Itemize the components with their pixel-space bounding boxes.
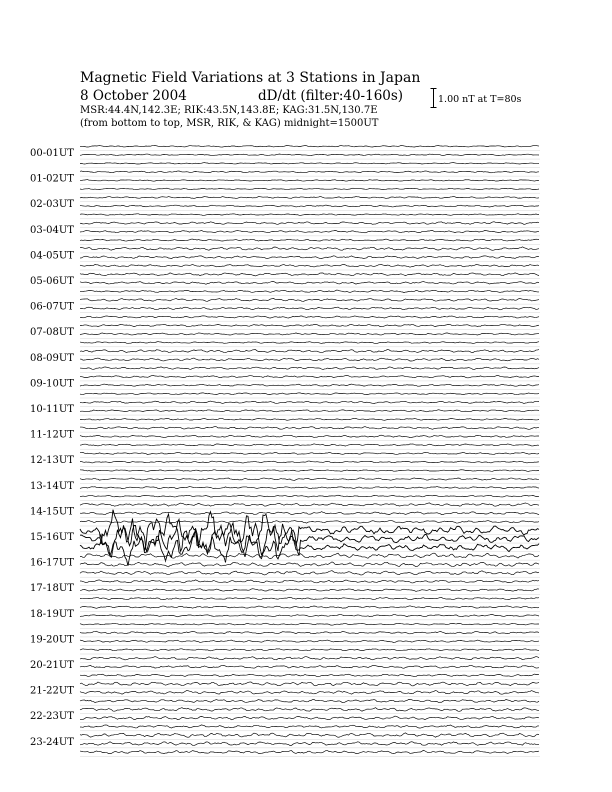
scale-label: 1.00 nT at T=80s [438,94,522,105]
trace-line [80,691,539,695]
trace-line [80,478,539,481]
trace-line [80,401,539,403]
trace-line [80,487,539,489]
date-label: 8 October 2004 [80,88,187,104]
trace-line [80,222,539,225]
trace-line [80,571,539,575]
measure-label: dD/dt (filter:40-160s) [258,88,404,104]
trace-line [80,349,539,352]
trace-line [80,682,539,686]
trace-line [80,510,539,552]
trace-line [80,435,539,438]
trace-line [80,631,539,634]
trace-line [80,333,539,335]
row-label: 02-03UT [30,199,74,211]
row-label: 12-13UT [30,455,74,467]
row-label: 23-24UT [30,736,74,748]
row-label: 07-08UT [30,327,74,339]
chart-title: Magnetic Field Variations at 3 Stations in Japan [80,70,421,86]
trace-line [80,716,539,720]
trace-line [80,265,539,268]
trace-line [80,427,539,430]
trace-line [80,247,539,250]
trace-line [80,375,539,377]
trace-line [80,282,539,285]
row-label: 14-15UT [30,506,74,518]
trace-line [80,316,539,318]
row-label: 01-02UT [30,173,74,185]
trace-line [80,503,539,506]
trace-line [80,163,539,164]
trace-line [80,384,539,386]
row-label: 15-16UT [30,532,74,543]
trace-line [80,358,539,361]
trace-line [80,708,539,712]
trace-line [80,410,539,412]
trace-line [80,324,539,326]
trace-line [80,597,539,599]
trace-order-info: (from bottom to top, MSR, RIK, & KAG) midnight=1500UT [80,118,379,129]
trace-line [80,418,539,420]
row-label: 22-23UT [30,711,74,723]
trace-line [80,461,539,463]
trace-line [80,470,539,472]
trace-line [80,342,539,344]
trace-line [80,367,539,370]
row-label: 04-05UT [30,250,74,262]
trace-line [80,180,539,182]
trace-line [80,512,539,515]
row-label: 08-09UT [30,352,74,364]
row-label: 06-07UT [30,301,74,313]
trace-line [80,307,539,310]
trace-line [80,256,539,259]
trace-line [80,725,539,728]
row-label: 05-06UT [30,276,74,287]
trace-line [80,205,539,207]
trace-line [80,273,539,276]
trace-line [80,298,539,301]
trace-line [80,614,539,616]
trace-line [80,290,539,293]
trace-line [80,657,539,660]
trace-line [80,733,539,737]
trace-line [80,580,539,583]
trace-line [80,589,539,592]
trace-line [80,606,539,609]
row-label: 03-04UT [30,224,74,236]
trace-line [80,452,539,454]
trace-line [80,188,539,190]
trace-line [80,649,539,651]
trace-line [80,742,539,746]
trace-line [80,230,539,232]
trace-line [80,520,539,523]
trace-line [80,674,539,677]
trace-line [80,623,539,625]
stations-info: MSR:44.4N,142.3E; RIK:43.5N,143.8E; KAG:31.5N,130.7E [80,105,378,116]
trace-line [80,145,539,147]
row-label: 18-19UT [30,608,74,620]
row-label: 20-21UT [30,660,74,671]
row-label: 19-20UT [30,634,74,646]
trace-line [80,699,539,702]
trace-line [80,444,539,446]
trace-line [80,562,539,567]
row-label: 10-11UT [30,404,74,415]
trace-line [80,196,539,198]
row-label: 21-22UT [30,685,74,697]
row-label: 09-10UT [30,378,74,390]
row-label: 16-17UT [30,557,74,569]
trace-line [80,665,539,668]
trace-line [80,171,539,173]
row-label: 17-18UT [30,583,74,595]
trace-line [80,750,539,753]
trace-line [80,640,539,642]
row-label: 00-01UT [30,148,74,159]
trace-line [80,393,539,395]
row-label: 13-14UT [30,480,74,492]
trace-line [80,553,539,559]
trace-line [80,154,539,156]
trace-line [80,239,539,241]
row-label: 11-12UT [30,429,74,441]
trace-line [80,495,539,497]
trace-line [80,214,539,216]
